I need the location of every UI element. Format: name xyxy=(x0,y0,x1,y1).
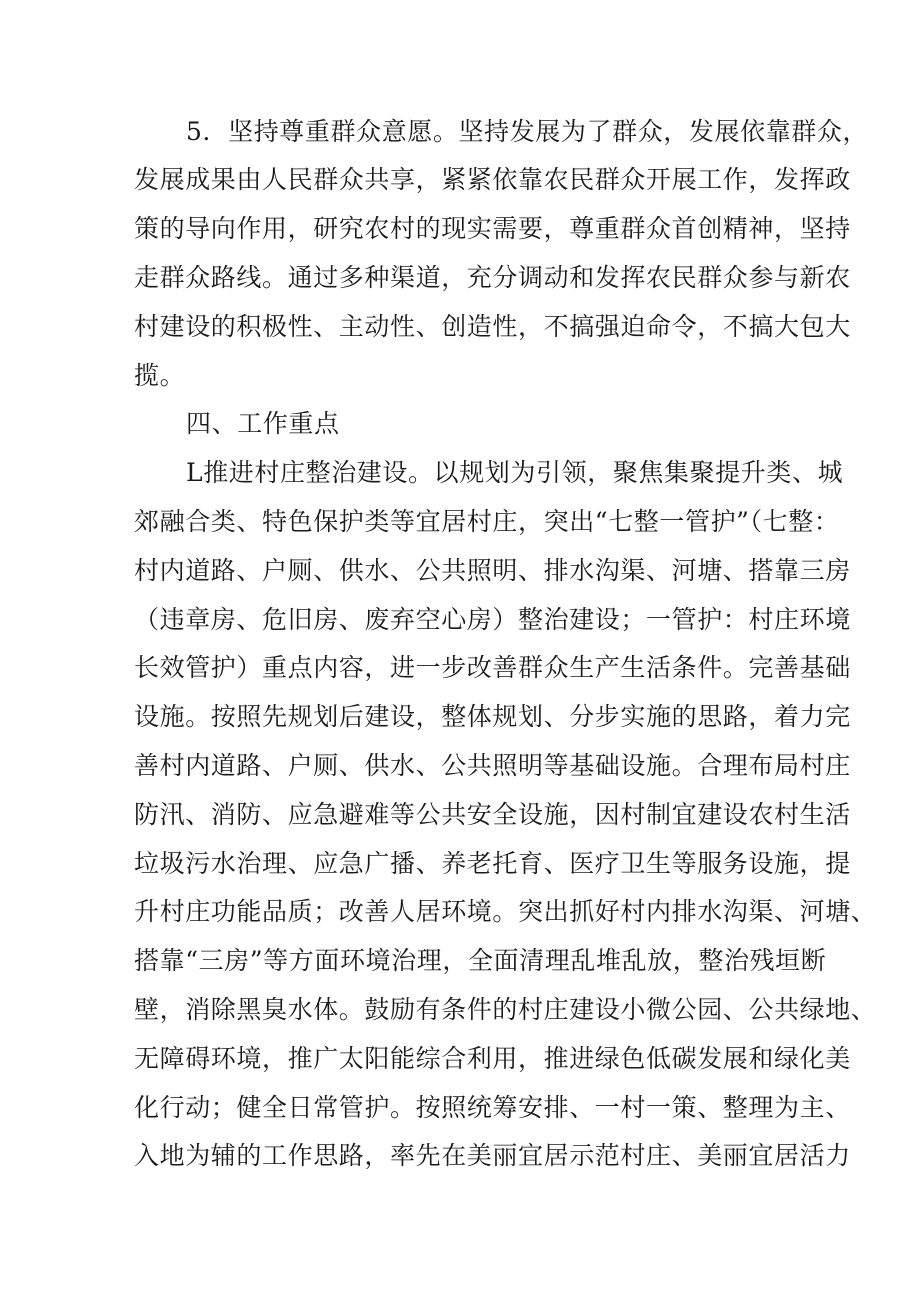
paragraph-1-line-3: 村内道路、户厕、供水、公共照明、排水沟渠、河塘、搭靠三房 xyxy=(134,556,851,585)
paragraph-1-line-13: 无障碍环境，推广太阳能综合利用，推进绿色低碳发展和绿化美 xyxy=(134,1044,851,1073)
paragraph-5-line-1: 5．坚持尊重群众意愿。坚持发展为了群众，发展依靠群众， xyxy=(186,117,869,146)
paragraph-5-line-5: 村建设的积极性、主动性、创造性，不搞强迫命令，不搞大包大 xyxy=(134,312,851,341)
paragraph-1-line-4: （违章房、危旧房、废弃空心房）整治建设；一管护：村庄环境 xyxy=(134,605,851,634)
paragraph-1-line-14: 化行动；健全日常管护。按照统筹安排、一村一策、整理为主、 xyxy=(134,1093,851,1122)
section-heading: 四、工作重点 xyxy=(186,409,340,438)
paragraph-1-line-12: 壁，消除黑臭水体。鼓励有条件的村庄建设小微公园、公共绿地、 xyxy=(134,995,877,1024)
paragraph-1-line-5: 长效管护）重点内容，进一步改善群众生产生活条件。完善基础 xyxy=(134,653,851,682)
paragraph-1-line-11: 搭靠“三房”等方面环境治理，全面清理乱堆乱放，整治残垣断 xyxy=(134,946,827,975)
paragraph-1-line-2: 郊融合类、特色保护类等宜居村庄，突出“七整一管护”（七整： xyxy=(134,507,840,536)
paragraph-1-line-10: 升村庄功能品质；改善人居环境。突出抓好村内排水沟渠、河塘、 xyxy=(134,897,877,926)
paragraph-1-line-15: 入地为辅的工作思路，率先在美丽宜居示范村庄、美丽宜居活力 xyxy=(134,1141,851,1170)
paragraph-1-line-8: 防汛、消防、应急避难等公共安全设施，因村制宜建设农村生活 xyxy=(134,800,851,829)
paragraph-5-line-2: 发展成果由人民群众共享，紧紧依靠农民群众开展工作，发挥政 xyxy=(134,165,851,194)
paragraph-5-line-4: 走群众路线。通过多种渠道，充分调动和发挥农民群众参与新农 xyxy=(134,263,851,292)
paragraph-1-line-9: 垃圾污水治理、应急广播、养老托育、医疗卫生等服务设施，提 xyxy=(134,849,851,878)
paragraph-1-line-6: 设施。按照先规划后建设，整体规划、分步实施的思路，着力完 xyxy=(134,702,851,731)
paragraph-1-line-7: 善村内道路、户厕、供水、公共照明等基础设施。合理布局村庄 xyxy=(134,751,851,780)
paragraph-1-line-1: L推进村庄整治建设。以规划为引领，聚焦集聚提升类、城 xyxy=(186,458,844,487)
paragraph-5-line-3: 策的导向作用，研究农村的现实需要，尊重群众首创精神，坚持 xyxy=(134,214,851,243)
paragraph-5-line-6: 揽。 xyxy=(134,361,186,390)
